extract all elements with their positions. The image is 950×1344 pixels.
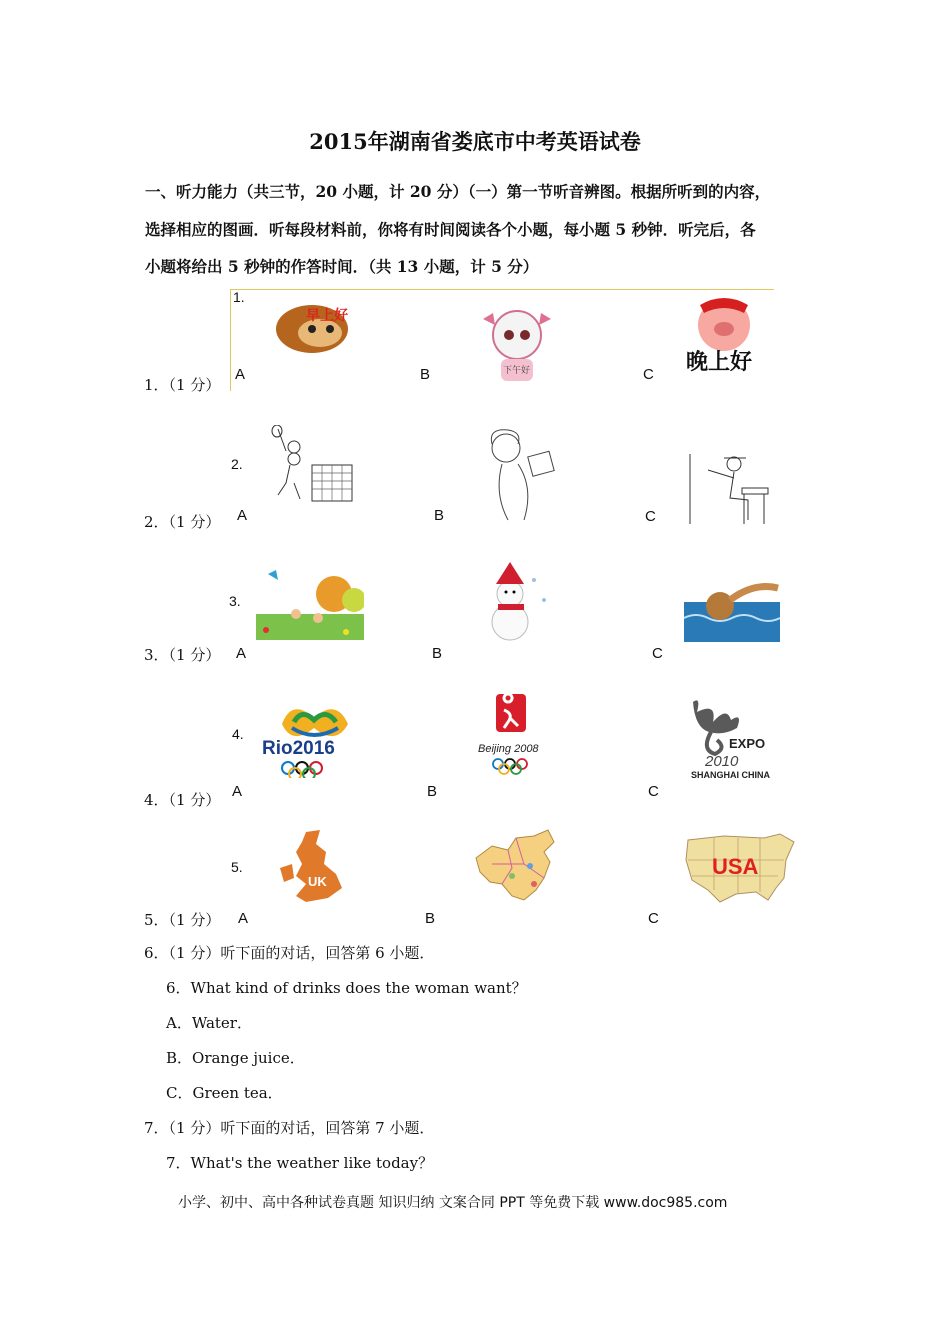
page-title: 2015年湖南省娄底市中考英语试卷 xyxy=(309,129,641,154)
question-1-option-c: C xyxy=(643,366,654,383)
girl-reading-image xyxy=(478,424,562,524)
question-6-option-c: C．Green tea． xyxy=(166,1084,283,1102)
question-5-image-number: 5. xyxy=(231,859,243,875)
greeting-evening-text: 晚上好 xyxy=(686,349,753,374)
question-3-option-a: A xyxy=(236,645,247,662)
question-5-option-c: C xyxy=(648,910,659,927)
rio-logo-text: Rio2016 xyxy=(262,738,335,759)
question-6-option-a: A．Water． xyxy=(166,1014,252,1032)
question-7-text: 7．What's the weather like today？ xyxy=(166,1154,434,1172)
expo-logo-text: EXPO xyxy=(729,736,766,751)
question-3-option-b: B xyxy=(432,645,443,662)
question-6-intro: 6．（1 分）听下面的对话，回答第 6 小题． xyxy=(144,944,435,962)
question-2-label: 2．（1 分） xyxy=(144,513,221,531)
usa-map-label: USA xyxy=(712,854,759,879)
question-4-option-c: C xyxy=(648,783,659,800)
question-2-option-c: C xyxy=(645,508,656,525)
sheep-good-afternoon-image xyxy=(473,305,563,387)
beijing-logo-text: Beijing 2008 xyxy=(478,743,539,755)
question-2-image-number: 2. xyxy=(231,456,243,472)
question-3-image-number: 3. xyxy=(229,593,241,609)
expo-2010-logo xyxy=(687,692,777,784)
beijing-2008-logo xyxy=(474,692,550,778)
question-5-option-a: A xyxy=(238,910,249,927)
monkey-good-morning-image xyxy=(270,293,358,355)
question-6-text: 6．What kind of drinks does the woman want？ xyxy=(166,979,527,997)
question-6-option-b: B．Orange juice． xyxy=(166,1049,305,1067)
question-4-option-b: B xyxy=(427,783,438,800)
section-instruction-line-2: 选择相应的图画．听每段材料前，你将有时间阅读各个小题，每小题 5 秒钟．听完后，各 xyxy=(145,220,756,239)
section-instruction-line-3: 小题将给出 5 秒钟的作答时间．（共 13 小题，计 5 分） xyxy=(145,257,539,276)
footer-text: 小学、初中、高中各种试卷真题 知识归纳 文案合同 PPT 等免费下载 www.doc985.com xyxy=(178,1195,728,1211)
uk-map-image xyxy=(266,828,362,908)
rio-2016-logo xyxy=(262,694,366,778)
question-3-label: 3．（1 分） xyxy=(144,646,221,664)
usa-map-image xyxy=(684,830,796,906)
greeting-morning-text: 早上好 xyxy=(306,307,348,323)
question-1-image-number: 1. xyxy=(233,289,245,305)
section-instruction-line-1: 一、听力能力（共三节，20 小题，计 20 分）（一）第一节听音辨图。根据所听到的内容， xyxy=(145,182,771,201)
question-4-image-number: 4. xyxy=(232,726,244,742)
question-4-option-a: A xyxy=(232,783,243,800)
spring-kite-image xyxy=(256,570,364,640)
question-2-option-a: A xyxy=(237,507,248,524)
question-4-label: 4．（1 分） xyxy=(144,791,221,809)
question-1-label: 1．（1 分） xyxy=(144,376,221,394)
question-2-option-b: B xyxy=(434,507,445,524)
pig-good-evening-image xyxy=(684,295,764,377)
fishing-image xyxy=(688,448,770,526)
expo-city-text: SHANGHAI CHINA xyxy=(691,770,771,780)
greeting-afternoon-text: 下午好 xyxy=(503,365,531,375)
question-3-option-c: C xyxy=(652,645,663,662)
expo-year-text: 2010 xyxy=(705,753,739,770)
snowman-image xyxy=(474,560,554,644)
uk-map-label: UK xyxy=(308,874,327,889)
question-1-option-b: B xyxy=(420,366,431,383)
question-5-label: 5．（1 分） xyxy=(144,911,221,929)
badminton-image xyxy=(268,425,360,507)
question-1-option-a: A xyxy=(235,366,246,383)
china-map-image xyxy=(472,828,558,908)
question-7-intro: 7．（1 分）听下面的对话，回答第 7 小题． xyxy=(144,1119,435,1137)
swimming-image xyxy=(684,576,780,642)
question-5-option-b: B xyxy=(425,910,436,927)
